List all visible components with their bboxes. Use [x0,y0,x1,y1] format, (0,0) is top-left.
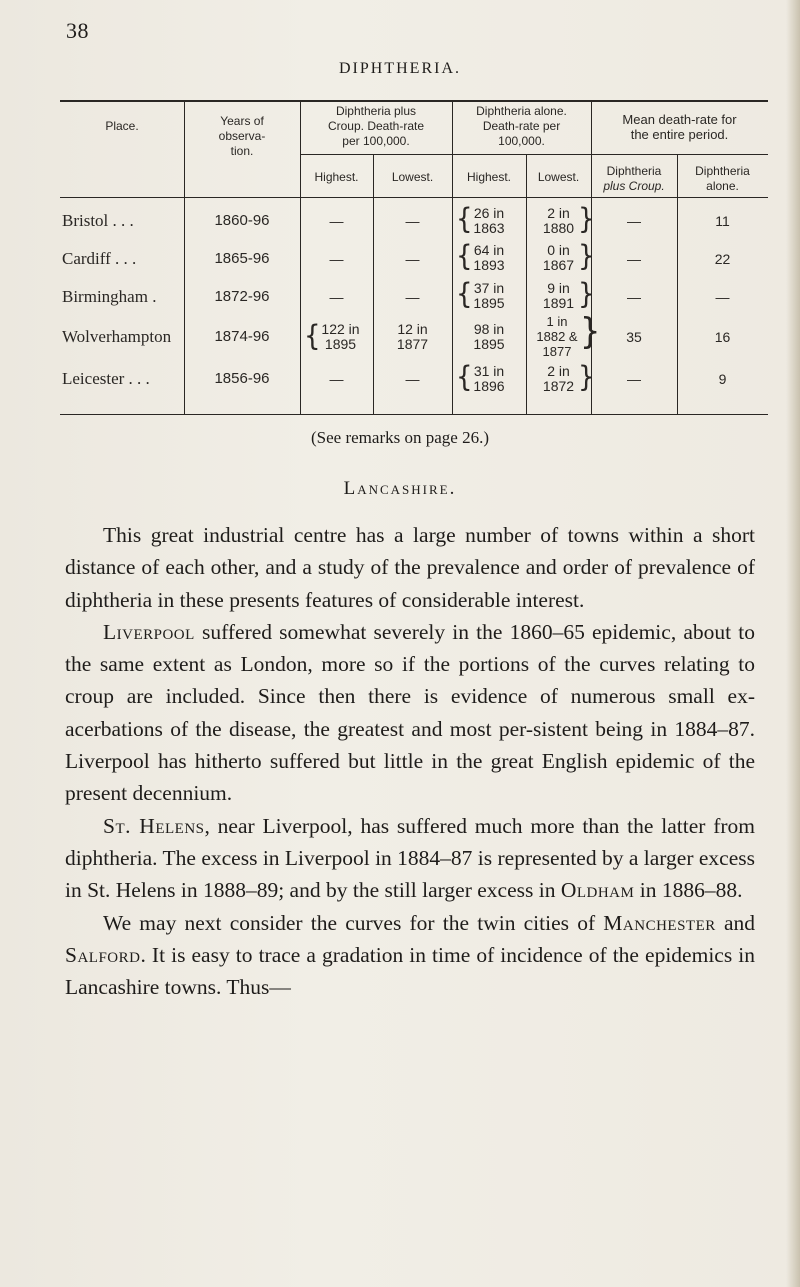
row-place: Wolverhampton [62,327,172,346]
row-place: Cardiff . . . [62,249,137,268]
row-years: 1874-96 [214,328,270,345]
row-mean-dpc: — [627,251,641,267]
header-mean-death-rate: Mean death-rate for the entire period. [622,112,737,142]
row-dpc-high: — [329,289,344,305]
subheader-rule [300,154,768,155]
row-years: 1856-96 [214,370,270,387]
row-da-high: 26 in 1863 [473,205,505,236]
row-dpc-low: — [405,213,420,229]
row-place: Leicester . . . [62,369,150,388]
paragraph-text: and [715,910,755,935]
right-brace: } [578,360,595,394]
paragraph [65,519,755,616]
header-mean-plus-croup: Diphtheria plus Croup. [603,164,665,193]
right-brace: } [578,239,595,273]
row-mean-dpc: — [627,289,641,305]
page-number: 38 [66,18,89,43]
row-da-low: 2 in 1872 [542,363,575,394]
row-dpc-low: — [405,371,420,387]
row-years: 1865-96 [214,250,270,267]
row-da-low: 2 in 1880 [542,205,575,236]
header-bottom-rule [60,197,768,198]
row-mean-dpc: 35 [626,329,642,345]
row-dpc-high: — [329,251,344,267]
row-dpc-low: — [405,289,420,305]
row-place: Bristol . . . [62,211,134,230]
place-name: Liverpool [103,619,195,644]
header-place: Place. [105,119,139,133]
paragraph-text: . It is easy to trace a gradation in time of incidence of the epidemics in Lancashire towns. Thus— [65,942,755,1000]
paragraph-text: We may next consider the curves for the twin cities of [103,910,604,935]
paragraph [65,616,755,810]
running-head: DIPHTHERIA. [339,60,461,77]
row-dpc-high: — [329,213,344,229]
paragraph [65,810,755,907]
paragraph [65,907,755,1004]
row-mean-da: 22 [714,251,731,267]
paragraph-text: This great industrial centre has a large number of towns within a short distance of each other, and a study of the prevalence and order of prevalence of diphtheria in these presents features of considerable interest. [65,523,755,612]
row-dpc-low: 12 in 1877 [396,321,429,352]
table-bottom-rule [60,414,768,415]
left-brace: { [456,239,473,273]
row-mean-da: 16 [714,329,731,345]
left-brace: { [456,360,473,394]
header-diphtheria-alone: Diphtheria alone. Death-rate per 100,000. [476,104,567,148]
header-diphtheria-plus-croup: Diphtheria plus Croup. Death-rate per 100,000. [327,104,425,148]
place-name: Manchester [603,910,716,935]
row-dpc-low: — [405,251,420,267]
row-place: Birmingham . [62,287,157,306]
header-mean-alone: Diphtheria alone. [695,164,750,193]
row-mean-da: 11 [715,213,730,229]
row-da-low: 1 in 1882 & 1877 [536,314,578,359]
header-highest-alone: Highest. [466,170,512,184]
row-mean-dpc: — [627,213,641,229]
table-note: (See remarks on page 26.) [311,428,489,447]
row-years: 1872-96 [214,288,270,305]
header-highest: Highest. [314,170,359,184]
row-da-high: 64 in 1893 [473,242,505,273]
row-dpc-high: 122 in 1895 [321,321,360,352]
row-mean-dpc: — [627,371,641,387]
row-da-low: 9 in 1891 [542,280,575,311]
left-brace: { [456,202,473,236]
table-top-rule [60,100,768,102]
row-mean-da: — [715,289,730,305]
place-name: St. Helens [103,813,205,838]
row-mean-da: 9 [718,371,727,387]
place-name: Oldham [560,878,635,903]
death-rate-table [60,100,768,416]
body-text [65,519,755,1003]
place-name: Salford [65,942,141,967]
header-lowest-alone: Lowest. [537,170,580,184]
row-da-high: 31 in 1896 [473,363,505,394]
page-edge-shadow [786,0,800,1287]
right-brace: } [580,310,601,352]
row-da-low: 0 in 1867 [542,242,575,273]
header-lowest: Lowest. [391,170,434,184]
left-brace: { [456,277,473,311]
paragraph-text: suffered somewhat severely in the 1860–65 epidemic, about to the same extent as London, more so if the portions of the curves relating to croup are included. Since then there is evidence of numerous small ex-acerbations of the disease, the greatest and most per-sistent being in 1884–87. Liverpool has hitherto suffered but little in the great English epidemic of the present decennium. [65,619,755,806]
paragraph-text: , near Liverpool, has suffered much more than the latter from diphtheria. The excess in Liverpool in 1884–87 is represented by a larger excess in St. Helens in 1888–89; and by the still larger excess in [65,813,755,903]
right-brace: } [578,202,595,236]
row-da-high: 37 in 1895 [473,280,505,311]
row-dpc-high: — [329,371,344,387]
paragraph-text: in 1886–88. [634,878,743,903]
right-brace: } [578,277,595,311]
header-years: Years of observa- tion. [218,114,266,158]
row-years: 1860-96 [214,212,270,229]
row-da-high: 98 in 1895 [473,321,505,352]
left-brace: { [304,319,321,353]
section-heading: Lancashire. [343,478,457,499]
